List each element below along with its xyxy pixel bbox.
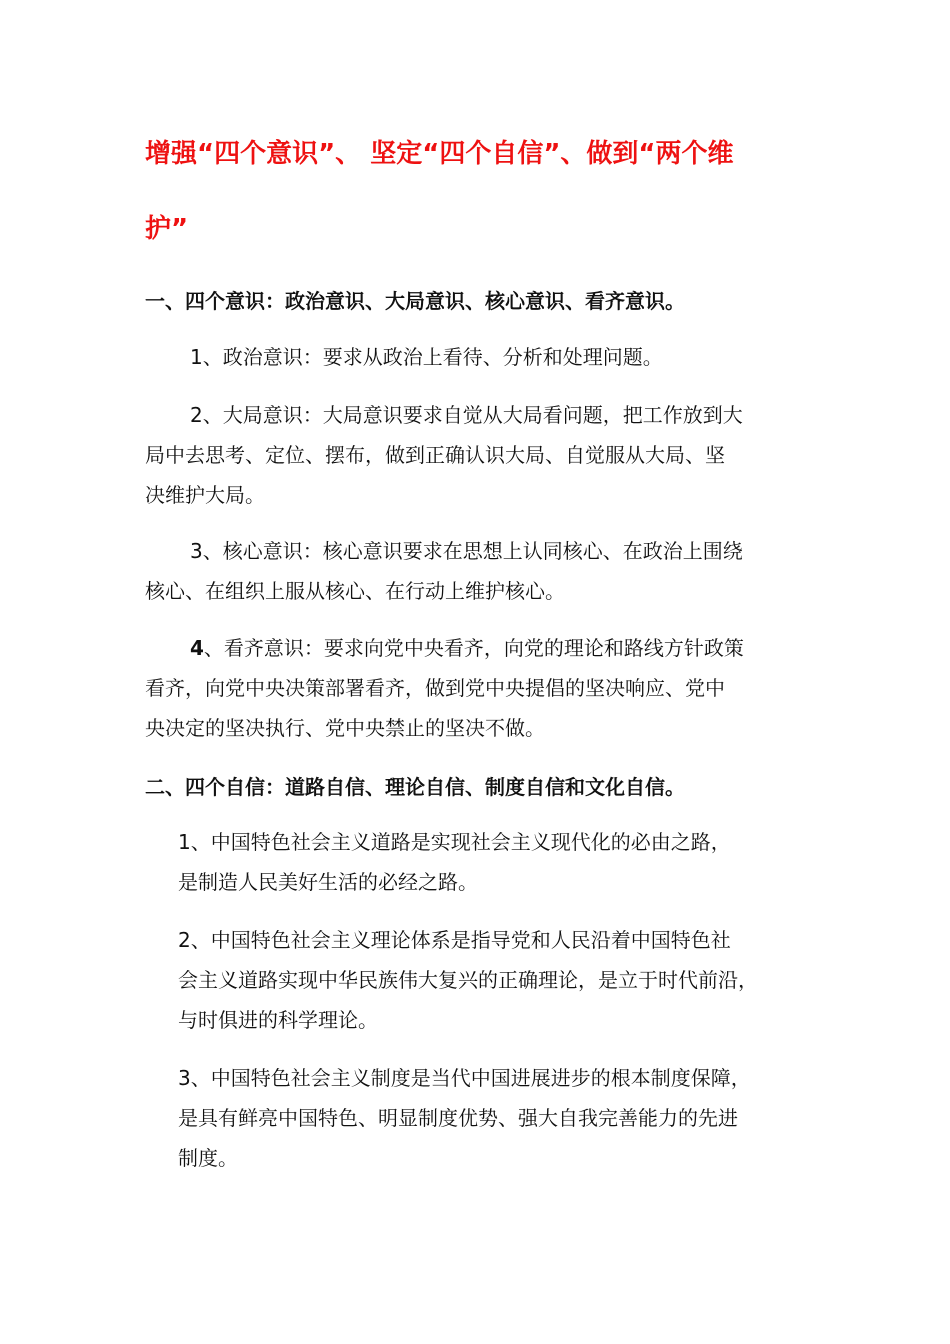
- paragraph-line: 决维护大局。: [145, 483, 265, 507]
- paragraph-line-text: 、看齐意识：要求向党中央看齐，向党的理论和路线方针政策: [203, 636, 744, 660]
- paragraph-line: 2、大局意识：大局意识要求自觉从大局看问题，把工作放到大: [190, 403, 743, 427]
- paragraph-line: 会主义道路实现中华民族伟大复兴的正确理论，是立于时代前沿，: [178, 968, 758, 992]
- paragraph-line: 1、政治意识：要求从政治上看待、分析和处理问题。: [190, 345, 663, 369]
- paragraph-line: 2、中国特色社会主义理论体系是指导党和人民沿着中国特色社: [178, 928, 731, 952]
- paragraph-theory-confidence: [178, 920, 858, 1040]
- paragraph-line: 是具有鲜亮中国特色、明显制度优势、强大自我完善能力的先进: [178, 1106, 738, 1130]
- paragraph-line: 核心、在组织上服从核心、在行动上维护核心。: [145, 579, 565, 603]
- paragraph-line: 看齐，向党中央决策部署看齐，做到党中央提倡的坚决响应、党中: [145, 676, 725, 700]
- paragraph-line: 与时俱进的科学理论。: [178, 1008, 378, 1032]
- paragraph-line: 3、核心意识：核心意识要求在思想上认同核心、在政治上围绕: [190, 539, 743, 563]
- document-title-line-1: 增强“四个意识”、 坚定“四个自信”、做到“两个维: [145, 139, 734, 169]
- paragraph-line: 3、中国特色社会主义制度是当代中国进展进步的根本制度保障，: [178, 1066, 751, 1090]
- paragraph-system-confidence: [178, 1058, 858, 1178]
- paragraph-line: 央决定的坚决执行、党中央禁止的坚决不做。: [145, 716, 545, 740]
- paragraph-line: 制度。: [178, 1146, 238, 1170]
- paragraph-political-consciousness: [190, 337, 870, 377]
- paragraph-line: 1、中国特色社会主义道路是实现社会主义现代化的必由之路，: [178, 830, 731, 854]
- paragraph-alignment-consciousness: [145, 628, 825, 748]
- paragraph-overall-consciousness: [145, 395, 825, 515]
- paragraph-line: [145, 628, 825, 668]
- document-title-line-2: 护”: [145, 214, 189, 244]
- item-number: 4: [190, 636, 204, 660]
- paragraph-line: 局中去思考、定位、摆布，做到正确认识大局、自觉服从大局、坚: [145, 443, 725, 467]
- paragraph-line: 是制造人民美好生活的必经之路。: [178, 870, 478, 894]
- paragraph-core-consciousness: [145, 531, 825, 611]
- section-heading-four-consciousness: 一、四个意识：政治意识、大局意识、核心意识、看齐意识。: [145, 289, 685, 313]
- section-heading-four-confidences: 二、四个自信：道路自信、理论自信、制度自信和文化自信。: [145, 775, 685, 799]
- paragraph-path-confidence: [178, 822, 858, 902]
